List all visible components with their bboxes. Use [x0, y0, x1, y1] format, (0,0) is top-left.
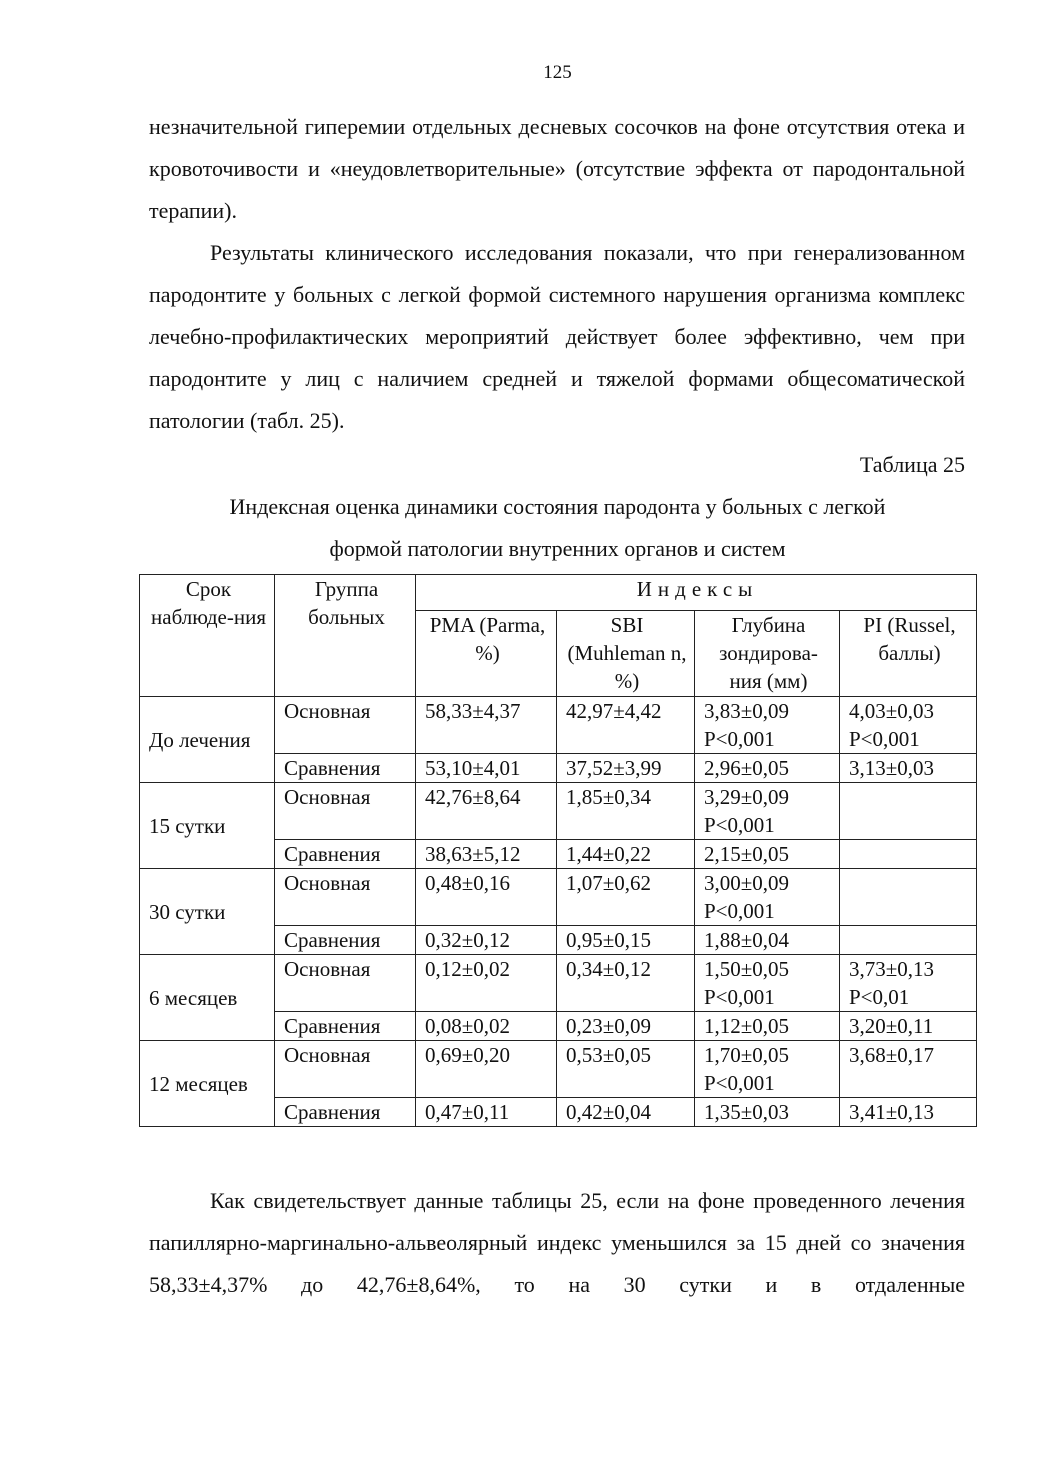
table-row [140, 869, 977, 926]
pma-cell [416, 1041, 557, 1098]
table-row [140, 1041, 977, 1098]
pi-cell [840, 1041, 977, 1098]
group-cell: Основная [275, 1041, 416, 1098]
pma-cell [416, 926, 557, 955]
pi-cell [840, 697, 977, 754]
pma-value: 0,12±0,02 [425, 957, 511, 981]
sbi-value: 0,53±0,05 [566, 1043, 652, 1067]
sbi-value: 1,07±0,62 [566, 871, 652, 895]
pma-value: 0,48±0,16 [425, 871, 511, 895]
pi-value: 3,13±0,03 [849, 756, 935, 780]
pi-cell [840, 955, 977, 1012]
sbi-cell [557, 697, 695, 754]
sbi-value: 0,34±0,12 [566, 957, 652, 981]
sbi-cell [557, 926, 695, 955]
group-cell: Сравнения [275, 1012, 416, 1041]
group-cell: Сравнения [275, 754, 416, 783]
group-cell: Основная [275, 697, 416, 754]
depth-value: 3,29±0,09 [704, 785, 790, 809]
sbi-value: 0,95±0,15 [566, 928, 652, 952]
sbi-cell [557, 1098, 695, 1127]
pma-value: 58,33±4,37 [425, 699, 521, 723]
depth-cell [695, 783, 840, 840]
pi-value: 3,41±0,13 [849, 1100, 935, 1124]
period-cell: 30 сутки [140, 869, 275, 955]
depth-p-value: P<0,001 [704, 1071, 775, 1095]
pma-cell [416, 955, 557, 1012]
depth-p-value: P<0,001 [704, 899, 775, 923]
pi-value: 3,73±0,13 [849, 957, 935, 981]
depth-cell [695, 697, 840, 754]
pma-cell [416, 840, 557, 869]
pma-cell [416, 1012, 557, 1041]
group-cell: Сравнения [275, 1098, 416, 1127]
group-cell: Основная [275, 783, 416, 840]
table-body [140, 697, 977, 1127]
pma-value: 0,08±0,02 [425, 1014, 511, 1038]
depth-cell [695, 1041, 840, 1098]
pma-cell [416, 869, 557, 926]
table-caption-line-1: Индексная оценка динамики состояния пародонта у больных с легкой [229, 494, 886, 519]
sbi-value: 1,85±0,34 [566, 785, 652, 809]
pma-value: 0,69±0,20 [425, 1043, 511, 1067]
depth-value: 2,96±0,05 [704, 756, 790, 780]
depth-p-value: P<0,001 [704, 813, 775, 837]
depth-value: 2,15±0,05 [704, 842, 790, 866]
depth-value: 1,35±0,03 [704, 1100, 790, 1124]
header-group: Группа больных [275, 575, 416, 697]
sbi-value: 37,52±3,99 [566, 756, 662, 780]
header-pi: PI (Russel, баллы) [840, 611, 977, 697]
pma-cell [416, 783, 557, 840]
period-cell: 15 сутки [140, 783, 275, 869]
page-number: 125 [543, 62, 572, 83]
paragraph-2: Результаты клинического исследования показали, что при генерализованном пародонтите у больных с легкой формой системного нарушения организма комплекс лечебно-профилактических мероприятий действует более эффективно, чем при пародонтите у лиц с наличием средней и тяжелой формами общесоматической патологии (табл. 25). [149, 240, 965, 433]
header-period: Срок наблюде-ния [140, 575, 275, 697]
table-caption [140, 486, 975, 570]
depth-cell [695, 1012, 840, 1041]
depth-cell [695, 955, 840, 1012]
table-row [140, 783, 977, 840]
period-cell: 6 месяцев [140, 955, 275, 1041]
index-table [139, 574, 977, 1127]
pi-value: 3,68±0,17 [849, 1043, 935, 1067]
pma-cell [416, 754, 557, 783]
group-cell: Сравнения [275, 926, 416, 955]
pi-cell [840, 754, 977, 783]
pi-cell [840, 840, 977, 869]
depth-value: 1,12±0,05 [704, 1014, 790, 1038]
sbi-cell [557, 1012, 695, 1041]
paragraph-3: Как свидетельствует данные таблицы 25, если на фоне проведенного лечения папиллярно-маргинально-альвеолярный индекс уменьшился за 15 дней со значения 58,33±4,37% до 42,76±8,64%, то на 30 сутки и в отдаленные [149, 1188, 965, 1297]
depth-cell [695, 926, 840, 955]
sbi-value: 0,23±0,09 [566, 1014, 652, 1038]
group-cell: Сравнения [275, 840, 416, 869]
sbi-cell [557, 783, 695, 840]
sbi-value: 0,42±0,04 [566, 1100, 652, 1124]
sbi-cell [557, 840, 695, 869]
sbi-cell [557, 869, 695, 926]
header-depth: Глубина зондирова-ния (мм) [695, 611, 840, 697]
pma-value: 53,10±4,01 [425, 756, 521, 780]
depth-cell [695, 840, 840, 869]
paragraph-1: незначительной гиперемии отдельных десневых сосочков на фоне отсутствия отека и кровоточивости и «неудовлетворительные» (отсутствие эффекта от пародонтальной терапии). [149, 114, 965, 223]
pma-cell [416, 1098, 557, 1127]
sbi-value: 42,97±4,42 [566, 699, 662, 723]
pma-value: 42,76±8,64 [425, 785, 521, 809]
sbi-cell [557, 754, 695, 783]
depth-value: 1,88±0,04 [704, 928, 790, 952]
table-caption-line-2: формой патологии внутренних органов и систем [329, 536, 786, 561]
pi-cell [840, 1012, 977, 1041]
period-cell: До лечения [140, 697, 275, 783]
depth-value: 3,00±0,09 [704, 871, 790, 895]
pi-p-value: P<0,01 [849, 985, 910, 1009]
table-row [140, 955, 977, 1012]
header-sbi: SBI (Muhleman n, %) [557, 611, 695, 697]
group-cell: Основная [275, 955, 416, 1012]
header-indices: Индексы [416, 575, 977, 611]
sbi-value: 1,44±0,22 [566, 842, 652, 866]
table-row [140, 697, 977, 754]
pi-value: 3,20±0,11 [849, 1014, 934, 1038]
depth-cell [695, 869, 840, 926]
pi-cell [840, 926, 977, 955]
pma-value: 0,47±0,11 [425, 1100, 510, 1124]
depth-value: 1,70±0,05 [704, 1043, 790, 1067]
group-cell: Основная [275, 869, 416, 926]
pi-p-value: P<0,001 [849, 727, 920, 751]
depth-p-value: P<0,001 [704, 985, 775, 1009]
pma-value: 38,63±5,12 [425, 842, 521, 866]
depth-p-value: P<0,001 [704, 727, 775, 751]
period-cell: 12 месяцев [140, 1041, 275, 1127]
pi-cell [840, 869, 977, 926]
header-pma: PMA (Parma, %) [416, 611, 557, 697]
pma-value: 0,32±0,12 [425, 928, 511, 952]
pi-cell [840, 783, 977, 840]
sbi-cell [557, 955, 695, 1012]
depth-value: 1,50±0,05 [704, 957, 790, 981]
depth-cell [695, 1098, 840, 1127]
depth-value: 3,83±0,09 [704, 699, 790, 723]
table-label: Таблица 25 [859, 452, 965, 477]
depth-cell [695, 754, 840, 783]
pi-cell [840, 1098, 977, 1127]
sbi-cell [557, 1041, 695, 1098]
pma-cell [416, 697, 557, 754]
pi-value: 4,03±0,03 [849, 699, 935, 723]
